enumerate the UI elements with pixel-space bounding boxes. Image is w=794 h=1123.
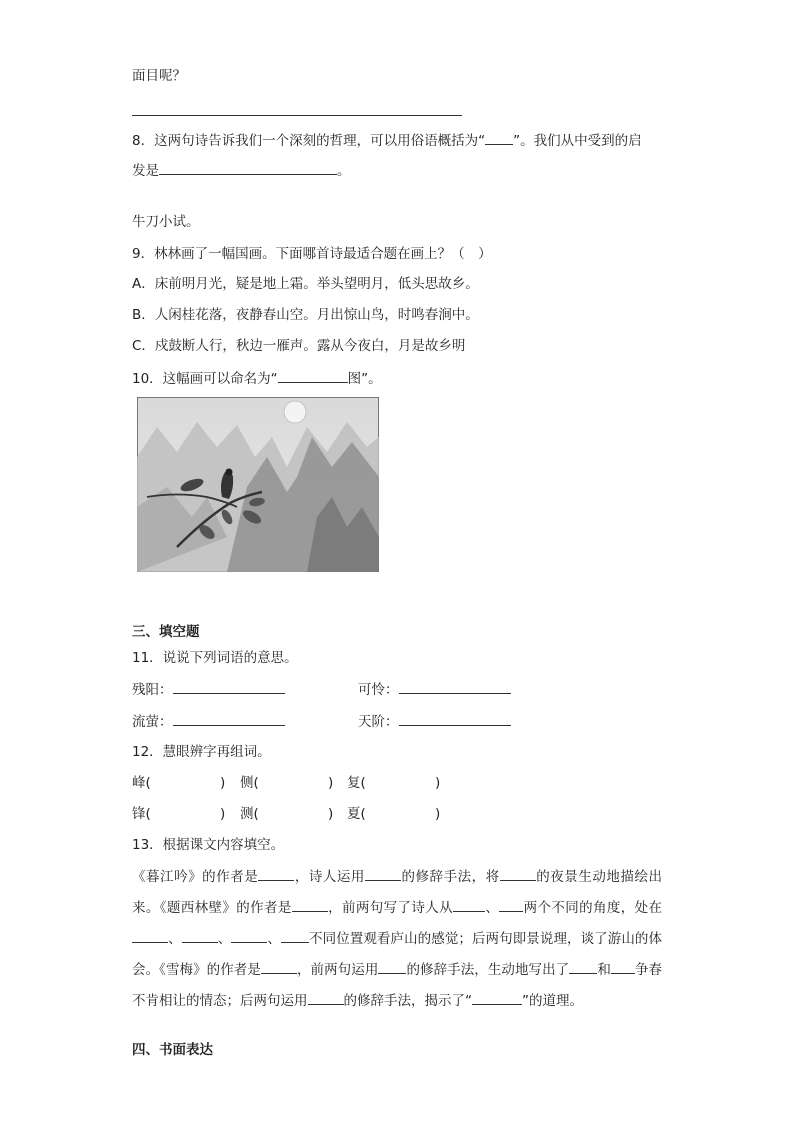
q11-blank-kelian[interactable] — [399, 679, 511, 694]
q11-label-canyang: 残阳： — [132, 682, 173, 698]
q13-blank[interactable] — [453, 897, 485, 912]
q13-text: ，前两句运用 — [296, 962, 379, 978]
q13-blank[interactable] — [378, 959, 406, 974]
q13-text: 不同位置观看庐山的感觉；后两句即景说理，谈了游山的体会。《雪梅》的作者是 — [132, 931, 662, 978]
q13-text: 的修辞手法，将 — [400, 869, 500, 885]
q11-item-canyang — [132, 679, 285, 700]
q8-text-d: 。 — [337, 163, 351, 179]
q12-char-fu: 复( — [347, 775, 366, 791]
question-10 — [132, 368, 382, 389]
q11-item-kelian — [358, 679, 511, 700]
q13-text: 的修辞手法，揭示了“ — [343, 993, 472, 1009]
section-try: 牛刀小试。 — [132, 214, 200, 230]
q8-text-a: 8．这两句诗告诉我们一个深刻的哲理，可以用俗语概括为“ — [132, 133, 486, 149]
q11-label-liuying: 流萤： — [132, 714, 173, 730]
section-3-heading: 三、填空题 — [132, 624, 200, 640]
q10-blank-title[interactable] — [278, 368, 348, 383]
q13-blank[interactable] — [499, 897, 523, 912]
q13-text: ，前两句写了诗人从 — [327, 900, 453, 916]
question-9-stem: 9．林林画了一幅国画。下面哪首诗最适合题在画上？（ ） — [132, 246, 492, 262]
q13-blank[interactable] — [258, 866, 294, 881]
q12-close: ) — [435, 775, 441, 791]
q12-close: ) — [220, 775, 226, 791]
q12-char-feng: 峰( — [132, 775, 151, 791]
q13-blank[interactable] — [365, 866, 401, 881]
question-13-paragraph — [132, 862, 662, 1017]
q11-blank-canyang[interactable] — [173, 679, 285, 694]
q12-char-ce2: 测( — [240, 806, 259, 822]
question-12-stem: 12．慧眼辨字再组词。 — [132, 744, 271, 760]
q13-text: 、 — [267, 931, 281, 947]
q13-blank[interactable] — [132, 928, 168, 943]
q13-text: 的修辞手法，生动地写出了 — [406, 962, 570, 978]
q13-blank[interactable] — [569, 959, 597, 974]
q11-label-kelian: 可怜： — [358, 682, 399, 698]
question-13-stem: 13．根据课文内容填空。 — [132, 837, 285, 853]
q11-blank-tianjie[interactable] — [399, 711, 511, 726]
section-4-heading: 四、书面表达 — [132, 1042, 213, 1058]
q12-close: ) — [328, 775, 334, 791]
q8-blank-proverb[interactable] — [485, 130, 513, 145]
question-8-line1 — [132, 130, 642, 151]
q11-label-tianjie: 天阶： — [358, 714, 399, 730]
q13-blank[interactable] — [472, 990, 522, 1005]
q13-blank[interactable] — [182, 928, 218, 943]
q13-text: 争春不肯相让的情态；后两句运用 — [132, 962, 663, 1009]
q13-blank[interactable] — [231, 928, 267, 943]
q13-text: ，诗人运用 — [294, 869, 365, 885]
q10-text-a: 10．这幅画可以命名为“ — [132, 371, 278, 387]
q12-char-feng2: 锋( — [132, 806, 151, 822]
question-8-line2 — [132, 160, 351, 181]
q13-text: 的夜景生动地描绘出来。《题西林壁》的作者是 — [132, 869, 662, 916]
q11-blank-liuying[interactable] — [173, 711, 285, 726]
q13-text: 、 — [217, 931, 232, 947]
q13-text: 、 — [485, 900, 500, 916]
q13-blank[interactable] — [611, 959, 635, 974]
answer-line-7 — [132, 115, 462, 116]
q12-close: ) — [220, 806, 226, 822]
question-7-tail: 面目呢？ — [132, 68, 186, 84]
q10-text-b: 图”。 — [347, 371, 382, 387]
q11-item-tianjie — [358, 711, 511, 732]
q13-blank[interactable] — [281, 928, 309, 943]
q13-text: ”的道理。 — [522, 993, 583, 1009]
q8-text-b: ”。我们从中受到的启 — [513, 133, 642, 149]
q9-option-c[interactable]: C．戍鼓断人行，秋边一雁声。露从今夜白，月是故乡明 — [132, 338, 466, 354]
q12-char-ce: 侧( — [240, 775, 259, 791]
q13-blank[interactable] — [500, 866, 536, 881]
q12-close: ) — [328, 806, 334, 822]
q12-close: ) — [435, 806, 441, 822]
q11-item-liuying — [132, 711, 285, 732]
ink-painting-image — [137, 397, 379, 572]
q13-text: 和 — [597, 962, 611, 978]
q13-text: 《暮江吟》的作者是 — [132, 869, 259, 885]
q13-text: 、 — [168, 931, 182, 947]
q13-blank[interactable] — [292, 897, 328, 912]
q8-text-c: 发是 — [132, 163, 159, 179]
q8-blank-inspiration[interactable] — [159, 160, 337, 175]
q9-option-a[interactable]: A．床前明月光，疑是地上霜。举头望明月，低头思故乡。 — [132, 276, 479, 292]
q12-char-xia: 夏( — [347, 806, 366, 822]
q13-text: 两个不同的角度，处在 — [523, 900, 662, 916]
question-11-stem: 11．说说下列词语的意思。 — [132, 650, 298, 666]
q9-option-b[interactable]: B．人闲桂花落，夜静春山空。月出惊山鸟，时鸣春涧中。 — [132, 307, 479, 323]
q13-blank[interactable] — [261, 959, 297, 974]
q13-blank[interactable] — [308, 990, 344, 1005]
